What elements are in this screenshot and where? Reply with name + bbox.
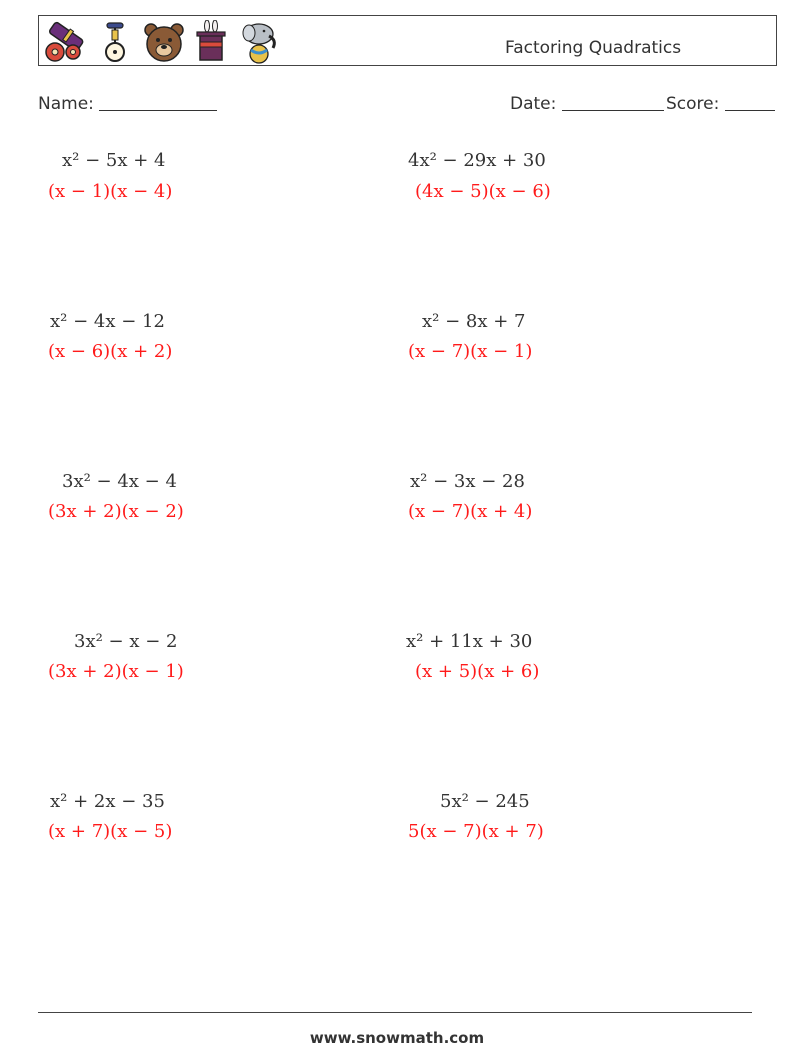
date-label: Date: xyxy=(510,94,557,114)
footer-website[interactable]: www.snowmath.com xyxy=(309,1029,485,1047)
date-blank[interactable] xyxy=(562,94,664,111)
worksheet-header xyxy=(38,15,777,66)
problem-3-question: x² − 4x − 12 xyxy=(50,311,165,332)
problem-4-answer: (x − 7)(x − 1) xyxy=(408,341,533,362)
name-field xyxy=(38,94,217,114)
problem-8-answer: (x + 5)(x + 6) xyxy=(415,661,540,682)
problem-6-answer: (x − 7)(x + 4) xyxy=(408,501,533,522)
problem-2-question: 4x² − 29x + 30 xyxy=(408,150,546,171)
header-icons xyxy=(43,20,281,64)
problem-9-question: x² + 2x − 35 xyxy=(50,791,165,812)
problem-1-question: x² − 5x + 4 xyxy=(62,150,166,171)
problem-2-answer: (4x − 5)(x − 6) xyxy=(415,181,551,202)
problem-1-answer: (x − 1)(x − 4) xyxy=(48,181,173,202)
elephant-ball-icon xyxy=(237,20,281,64)
problem-7-answer: (3x + 2)(x − 1) xyxy=(48,661,184,682)
problem-5-answer: (3x + 2)(x − 2) xyxy=(48,501,184,522)
problem-9-answer: (x + 7)(x − 5) xyxy=(48,821,173,842)
score-field xyxy=(666,94,775,114)
problem-7-question: 3x² − x − 2 xyxy=(74,631,178,652)
unicycle-icon xyxy=(97,20,133,64)
problem-8-question: x² + 11x + 30 xyxy=(406,631,533,652)
name-blank[interactable] xyxy=(99,94,217,111)
score-blank[interactable] xyxy=(725,94,775,111)
problem-6-question: x² − 3x − 28 xyxy=(410,471,525,492)
problem-10-answer: 5(x − 7)(x + 7) xyxy=(408,821,544,842)
footer-divider xyxy=(38,1012,752,1013)
problem-4-question: x² − 8x + 7 xyxy=(422,311,526,332)
name-label: Name: xyxy=(38,94,94,114)
problem-3-answer: (x − 6)(x + 2) xyxy=(48,341,173,362)
score-label: Score: xyxy=(666,94,720,114)
magic-hat-icon xyxy=(195,20,227,64)
cannon-icon xyxy=(43,20,87,64)
bear-icon xyxy=(143,20,185,64)
problem-10-question: 5x² − 245 xyxy=(440,791,530,812)
problem-5-question: 3x² − 4x − 4 xyxy=(62,471,177,492)
date-field xyxy=(510,94,664,114)
worksheet-title: Factoring Quadratics xyxy=(505,38,682,58)
